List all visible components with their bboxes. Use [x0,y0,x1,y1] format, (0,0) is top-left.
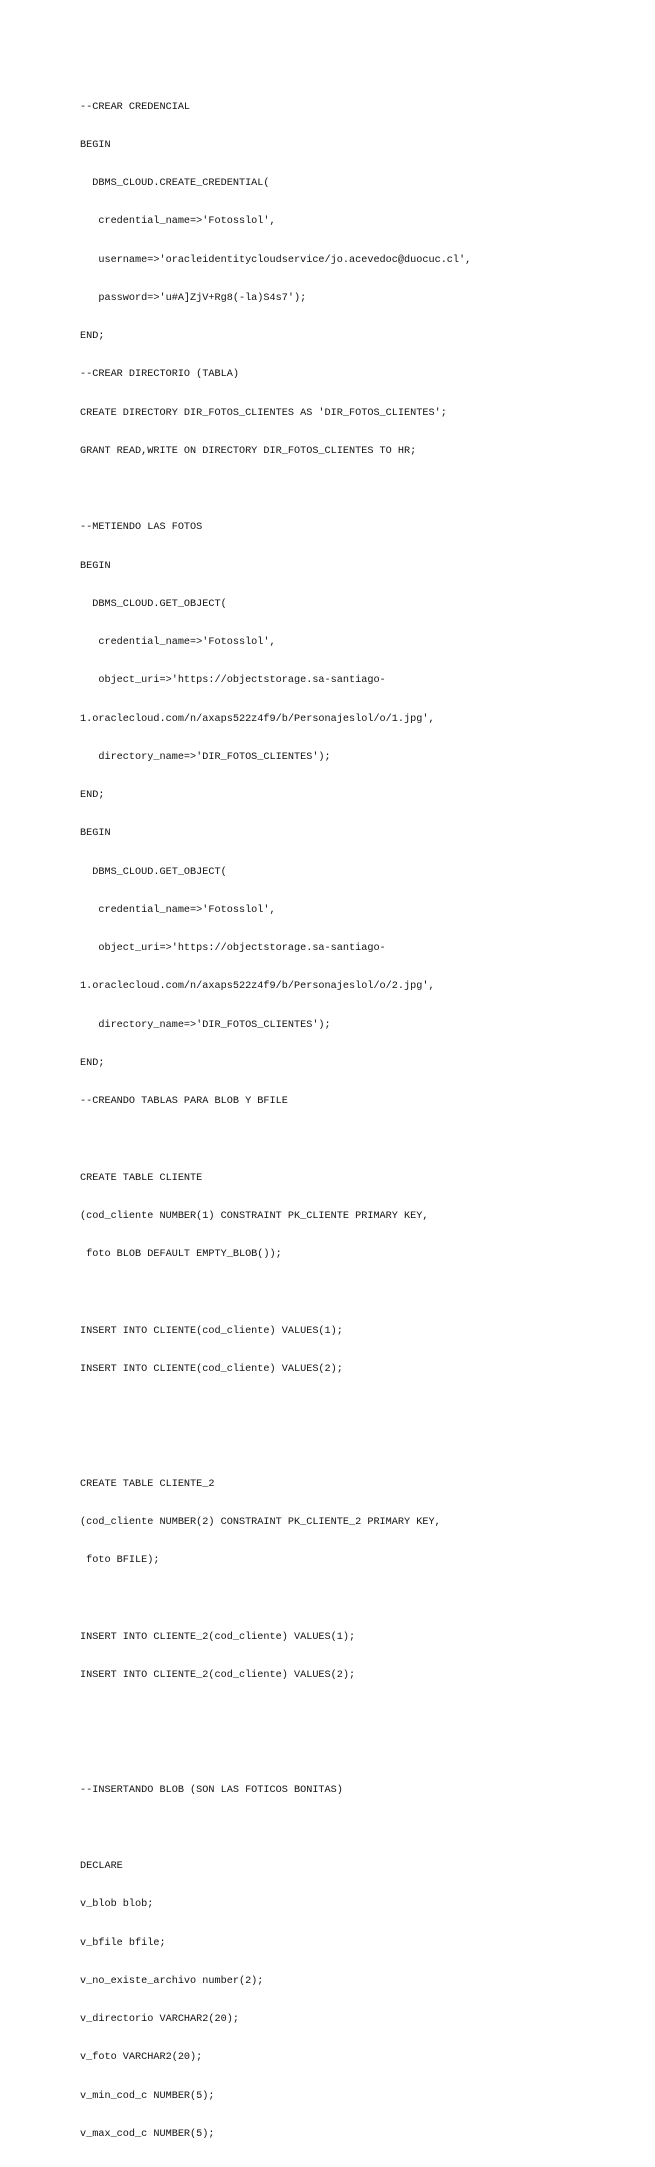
code-line: BEGIN [80,139,111,151]
code-line: credential_name=>'Fotosslol', [80,637,276,648]
code-line: object_uri=>'https://objectstorage.sa-santiago- [80,943,386,954]
code-line [80,1134,640,1147]
code-line: INSERT INTO CLIENTE_2(cod_cliente) VALUES(2); [80,1669,356,1681]
code-line: directory_name=>'DIR_FOTOS_CLIENTES'); [80,1019,331,1031]
code-line: v_no_existe_archivo number(2); [80,1975,264,1987]
code-line: BEGIN [80,560,111,572]
code-line: v_bfile bfile; [80,1937,166,1949]
code-line: foto BFILE); [80,1555,160,1566]
code-line [80,1440,640,1453]
code-line: (cod_cliente NUMBER(1) CONSTRAINT PK_CLIENTE PRIMARY KEY, [80,1210,429,1222]
code-line: DBMS_CLOUD.GET_OBJECT( [80,866,227,878]
code-line: --METIENDO LAS FOTOS [80,522,203,534]
code-line: v_directorio VARCHAR2(20); [80,2014,239,2025]
code-line: v_foto VARCHAR2(20); [80,2052,203,2064]
code-line: v_max_cod_c NUMBER(5); [80,2128,215,2140]
code-line: CREATE TABLE CLIENTE [80,1172,203,1184]
code-line: END; [80,1057,105,1069]
code-line [80,1593,640,1606]
code-line [80,484,640,497]
code-line: INSERT INTO CLIENTE(cod_cliente) VALUES(1); [80,1325,343,1337]
code-line: directory_name=>'DIR_FOTOS_CLIENTES'); [80,751,331,763]
code-line: CREATE TABLE CLIENTE_2 [80,1478,215,1490]
code-line [80,1402,640,1415]
code-line: CREATE DIRECTORY DIR_FOTOS_CLIENTES AS 'DIR_FOTOS_CLIENTES'; [80,407,447,419]
code-line: v_blob blob; [80,1899,154,1911]
code-line [80,1746,640,1759]
code-line: credential_name=>'Fotosslol', [80,216,276,228]
code-line: --CREANDO TABLAS PARA BLOB Y BFILE [80,1096,288,1107]
code-line: username=>'oracleidentitycloudservice/jo.acevedoc@duocuc.cl', [80,254,472,266]
code-line: INSERT INTO CLIENTE(cod_cliente) VALUES(2); [80,1363,343,1375]
code-line [80,1287,640,1300]
code-line: --CREAR DIRECTORIO (TABLA) [80,369,239,381]
code-line [80,1708,640,1721]
code-line: INSERT INTO CLIENTE_2(cod_cliente) VALUES(1); [80,1631,356,1643]
code-line: password=>'u#A]ZjV+Rg8(-la)S4s7'); [80,292,307,304]
code-line [80,1823,640,1836]
code-line: foto BLOB DEFAULT EMPTY_BLOB()); [80,1249,282,1260]
code-line: object_uri=>'https://objectstorage.sa-santiago- [80,675,386,687]
code-line: GRANT READ,WRITE ON DIRECTORY DIR_FOTOS_CLIENTES TO HR; [80,445,417,457]
code-line: DBMS_CLOUD.CREATE_CREDENTIAL( [80,178,270,189]
code-line: credential_name=>'Fotosslol', [80,904,276,916]
code-line: 1.oraclecloud.com/n/axaps522z4f9/b/Personajeslol/o/1.jpg', [80,713,435,725]
code-line: 1.oraclecloud.com/n/axaps522z4f9/b/Personajeslol/o/2.jpg', [80,981,435,993]
code-line: --CREAR CREDENCIAL [80,101,191,113]
sql-code-block [80,76,640,2167]
code-line: END; [80,331,105,342]
code-line: --INSERTANDO BLOB (SON LAS FOTICOS BONITAS) [80,1784,343,1796]
code-line: DBMS_CLOUD.GET_OBJECT( [80,598,227,610]
code-line: v_min_cod_c NUMBER(5); [80,2090,215,2102]
code-line: (cod_cliente NUMBER(2) CONSTRAINT PK_CLIENTE_2 PRIMARY KEY, [80,1516,441,1528]
code-line: END; [80,790,105,801]
code-line: BEGIN [80,828,111,840]
code-line: DECLARE [80,1861,123,1872]
